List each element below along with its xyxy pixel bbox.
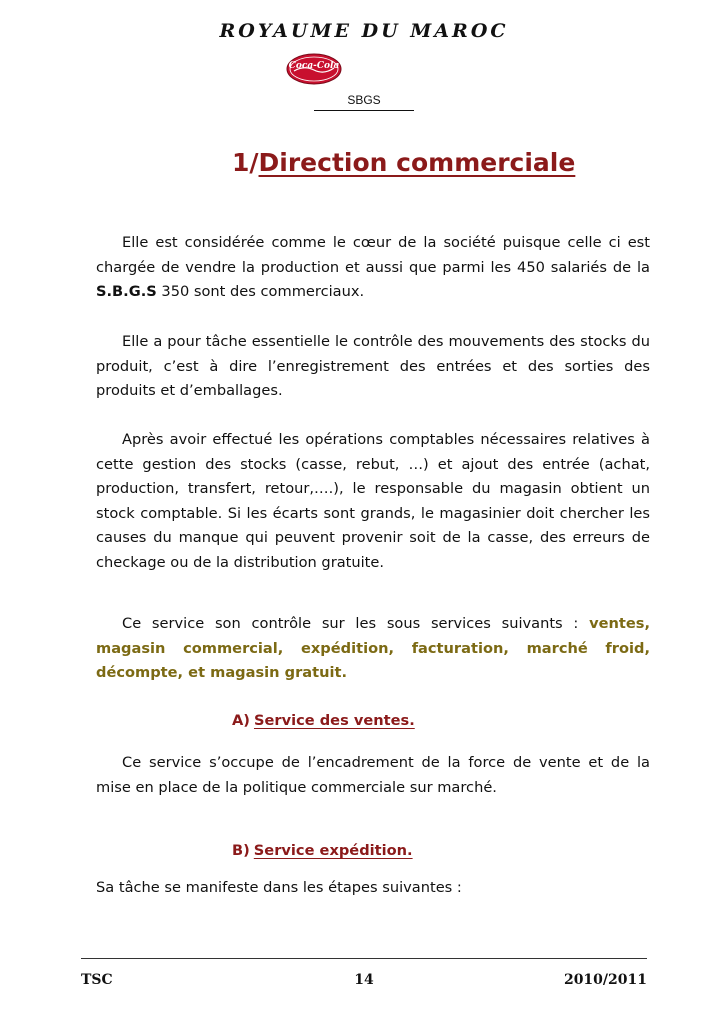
- section-a-heading: [232, 712, 415, 729]
- paragraph-intro-end: 350 sont des commerciaux.: [156, 283, 365, 300]
- paragraph-intro-text: Elle est considérée comme le cœur de la société puisque celle ci est chargée de vendre la production et aussi que parmi les 450 salariés de la: [96, 234, 650, 276]
- page-number: 14: [354, 972, 374, 988]
- section-b-label: Service expédition.: [253, 842, 413, 859]
- footer-divider: [81, 958, 647, 959]
- header-title: ROYAUME DU MAROC: [219, 20, 509, 42]
- footer-year: 2010/2011: [563, 972, 647, 988]
- paragraph-sales-service: Ce service s’occupe de l’encadrement de la force de vente et de la mise en place de la politique commerciale sur marché.: [96, 754, 650, 796]
- page-title-number: 1/: [232, 148, 259, 177]
- paragraph-subservices-text: Ce service son contrôle sur les sous services suivants :: [122, 615, 590, 632]
- company-acronym: S.B.G.S: [96, 283, 157, 300]
- header-subtitle: SBGS: [347, 93, 381, 107]
- footer-left: TSC: [81, 972, 113, 988]
- page-title-text: Direction commerciale: [258, 148, 576, 177]
- paragraph-steps: Sa tâche se manifeste dans les étapes suivantes :: [96, 879, 462, 896]
- logo-text: Coca-Cola: [288, 61, 340, 71]
- paragraph-intro: [96, 231, 650, 305]
- header-divider: [314, 110, 414, 111]
- section-b-heading: [232, 842, 413, 859]
- subservices-list: ventes, magasin commercial, expédition, facturation, marché froid, décompte, et magasin gratuit.: [96, 615, 650, 681]
- section-a-label: Service des ventes.: [253, 712, 415, 729]
- coca-cola-logo-icon: [286, 53, 342, 85]
- paragraph-operations: Après avoir effectué les opérations comptables nécessaires relatives à cette gestion des stocks (casse, rebut, …) et ajout des entrée (achat, production, transfert, retour,….), le responsable du magasin obtient un stock comptable. Si les écarts sont grands, le magasinier doit chercher les causes du manque qui peuvent provenir soit de la casse, des erreurs de checkage ou de la distribution gratuite.: [96, 431, 650, 571]
- section-b-prefix: B): [232, 842, 250, 859]
- paragraph-tasks: Elle a pour tâche essentielle le contrôle des mouvements des stocks du produit, c’est à dire l’enregistrement des entrées et des sorties des produits et d’emballages.: [96, 333, 650, 399]
- page-title: [232, 148, 575, 177]
- section-a-prefix: A): [232, 712, 250, 729]
- paragraph-subservices: [96, 612, 650, 686]
